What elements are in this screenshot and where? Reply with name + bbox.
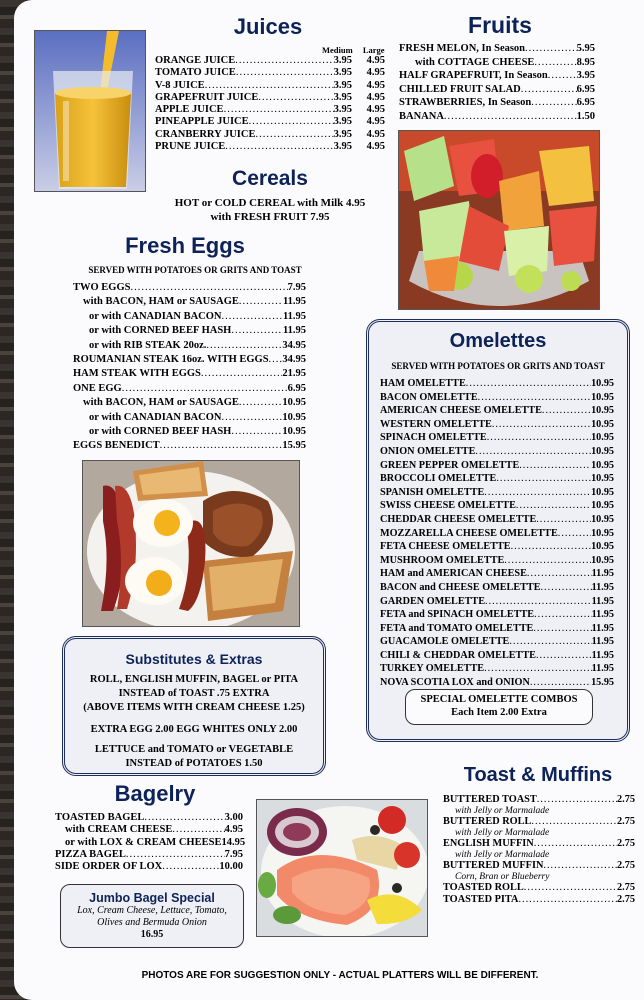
toast-item-price: 2.75 — [616, 816, 635, 827]
egg-item-price: 15.95 — [282, 440, 306, 452]
dot-leader — [533, 622, 591, 636]
dot-leader — [249, 116, 334, 128]
dot-leader — [478, 391, 591, 405]
egg-item — [73, 425, 306, 439]
dot-leader — [201, 367, 282, 381]
juice-item — [155, 129, 385, 141]
fruit-photo — [398, 130, 600, 310]
egg-item — [73, 295, 306, 309]
omelette-item-price: 10.95 — [591, 513, 614, 525]
omelette-item — [380, 567, 614, 581]
omelette-item-price: 11.95 — [591, 663, 614, 675]
omelette-item — [380, 486, 614, 500]
omelette-item-price: 10.95 — [591, 378, 614, 389]
dot-leader — [172, 824, 224, 836]
egg-item — [73, 411, 306, 425]
omelette-item — [380, 377, 614, 391]
egg-item-name: or with RIB STEAK 20oz. — [89, 339, 207, 351]
omelette-item — [380, 581, 614, 595]
dot-leader — [235, 55, 333, 67]
dot-leader — [231, 425, 282, 439]
substitutes-line-2: INSTEAD of TOAST .75 EXTRA — [118, 688, 270, 699]
omelette-item-name: NOVA SCOTIA LOX and ONION — [380, 677, 530, 689]
dot-leader — [160, 439, 283, 453]
fruit-item-name: CHILLED FRUIT SALAD — [399, 83, 521, 95]
breakfast-photo — [82, 460, 300, 627]
omelette-item — [380, 445, 614, 459]
egg-item-name: EGGS BENEDICT — [73, 440, 160, 452]
fruit-item — [399, 110, 595, 124]
omelette-item-price: 10.95 — [591, 541, 614, 553]
fruit-item — [399, 42, 595, 56]
jumbo-bagel-special-line-2: Olives and Bermuda Onion — [97, 917, 207, 928]
dot-leader — [530, 676, 591, 690]
juices-title: Juices — [233, 14, 303, 39]
juice-item-large-price: 4.95 — [366, 55, 385, 66]
egg-item-name: or with CANADIAN BACON — [89, 310, 222, 322]
dot-leader — [224, 104, 334, 116]
dot-leader — [521, 83, 577, 97]
omelettes-panel — [366, 319, 630, 742]
fruit-item — [399, 96, 595, 110]
juice-item — [155, 141, 385, 153]
omelette-item-name: CHEDDAR CHEESE OMELETTE — [380, 513, 537, 525]
toast-item — [443, 794, 635, 806]
omelette-item-name: SPINACH OMELETTE — [380, 432, 487, 444]
omelette-combos-box — [405, 689, 593, 725]
omelette-item — [380, 595, 614, 609]
omelette-item-name: BACON and CHEESE OMELETTE — [380, 581, 541, 593]
omelettes-title: Omelettes — [449, 330, 547, 352]
fruit-item-price: 3.95 — [576, 70, 595, 82]
egg-item-price: 10.95 — [282, 425, 306, 437]
omelette-item-name: MUSHROOM OMELETTE — [380, 554, 505, 566]
dot-leader — [206, 339, 282, 353]
egg-item-name: or with CANADIAN BACON — [89, 411, 222, 423]
omelette-item-price: 11.95 — [591, 595, 614, 607]
fruits-title: Fruits — [468, 12, 532, 38]
toast-item-note: with Jelly or Marmalade — [455, 850, 550, 860]
bagel-item-name: or with LOX & CREAM CHEESE — [65, 836, 222, 848]
omelette-item-name: SWISS CHEESE OMELETTE — [380, 500, 516, 512]
fruit-item — [399, 69, 595, 83]
egg-item — [73, 396, 306, 410]
juice-item-medium-price: 3.95 — [333, 141, 352, 153]
dot-leader — [542, 404, 591, 418]
dot-leader — [269, 353, 283, 367]
omelette-item-name: GREEN PEPPER OMELETTE — [380, 459, 520, 471]
fruit-item-name: BANANA — [399, 110, 444, 122]
omelette-item-name: MOZZARELLA CHEESE OMELETTE — [380, 527, 558, 539]
toast-item-name: TOASTED ROLL — [443, 882, 524, 893]
omelette-item — [380, 513, 614, 527]
juice-item-name: PRUNE JUICE — [155, 141, 226, 153]
dot-leader — [536, 649, 592, 663]
substitutes-panel — [62, 636, 326, 776]
omelette-item-name: AMERICAN CHEESE OMELETTE — [380, 405, 542, 417]
omelette-item-price: 10.95 — [591, 432, 614, 444]
toast-title: Toast & Muffins — [463, 764, 613, 786]
egg-item-price: 34.95 — [282, 353, 306, 365]
egg-item — [73, 439, 306, 453]
egg-item-price: 10.95 — [282, 397, 306, 409]
fruit-item-price: 8.95 — [576, 56, 595, 68]
toast-item — [443, 882, 635, 894]
omelette-item-price: 11.95 — [591, 622, 614, 634]
dot-leader — [541, 581, 592, 595]
juice-item — [155, 55, 385, 67]
dot-leader — [534, 608, 592, 622]
dot-leader — [543, 860, 617, 872]
juice-item-medium-price: 3.95 — [333, 67, 352, 79]
omelette-item-price: 11.95 — [591, 636, 614, 648]
fruit-item-name: HALF GRAPEFRUIT, In Season — [399, 70, 548, 82]
jumbo-bagel-special-title: Jumbo Bagel Special — [89, 891, 215, 905]
juice-item-large-price: 4.95 — [366, 116, 385, 128]
egg-item — [73, 310, 306, 324]
juice-item — [155, 67, 385, 79]
jumbo-bagel-special-line-1: Lox, Cream Cheese, Lettuce, Tomato, — [77, 905, 227, 916]
toast-item-price: 2.75 — [616, 838, 635, 849]
egg-item — [73, 367, 306, 381]
dot-leader — [496, 472, 591, 486]
egg-item-name: ROUMANIAN STEAK 16oz. WITH EGGS — [73, 353, 269, 365]
dot-leader — [205, 80, 334, 92]
egg-item-price: 11.95 — [282, 325, 306, 337]
bagel-item-name: TOASTED BAGEL — [55, 812, 145, 823]
egg-item — [73, 339, 306, 353]
egg-item-name: TWO EGGS — [73, 281, 131, 293]
dot-leader — [485, 595, 592, 609]
substitutes-line-1: ROLL, ENGLISH MUFFIN, BAGEL or PITA — [89, 674, 299, 685]
omelette-item — [380, 472, 614, 486]
substitutes-line-6: INSTEAD of POTATOES 1.50 — [125, 758, 263, 769]
dot-leader — [225, 141, 333, 153]
bagel-item-price: 10.00 — [219, 861, 243, 873]
dot-leader — [492, 418, 591, 432]
egg-item-name: with BACON, HAM or SAUSAGE — [83, 296, 239, 308]
egg-item — [73, 324, 306, 338]
dot-leader — [255, 129, 333, 141]
fruits-list — [399, 42, 595, 124]
jumbo-bagel-special-price: 16.95 — [140, 929, 164, 940]
omelette-item — [380, 608, 614, 622]
toast-item-note: with Jelly or Marmalade — [455, 806, 550, 816]
dot-leader — [531, 816, 617, 828]
dot-leader — [516, 499, 591, 513]
omelette-item — [380, 662, 614, 676]
eggs-list — [73, 281, 306, 454]
bagel-item — [55, 836, 246, 849]
toast-item-name: BUTTERED ROLL — [443, 816, 532, 827]
juices-list — [155, 55, 385, 153]
fruit-item-price: 6.95 — [576, 83, 595, 95]
egg-item — [73, 353, 306, 367]
juice-item — [155, 116, 385, 128]
omelette-item-price: 10.95 — [591, 486, 614, 498]
omelette-item-name: BACON OMELETTE — [380, 391, 478, 403]
dot-leader — [509, 635, 591, 649]
juice-item-large-price: 4.95 — [366, 141, 385, 153]
juice-item-medium-price: 3.95 — [333, 116, 352, 128]
toast-item-price: 2.75 — [616, 794, 635, 805]
juice-item-large-price: 4.95 — [366, 104, 385, 116]
photo-disclaimer: PHOTOS ARE FOR SUGGESTION ONLY - ACTUAL PLATTERS WILL BE DIFFERENT. — [141, 970, 539, 981]
toast-item-name: BUTTERED TOAST — [443, 794, 537, 805]
fruit-item-price: 1.50 — [576, 110, 595, 122]
dot-leader — [222, 310, 283, 324]
juice-item-large-price: 4.95 — [366, 67, 385, 79]
juice-item-name: CRANBERRY JUICE — [155, 128, 256, 140]
toast-item — [443, 838, 635, 850]
omelettes-list — [380, 377, 614, 690]
bagel-item-price: 3.00 — [224, 812, 243, 823]
dot-leader — [222, 411, 283, 425]
omelettes-subtitle: SERVED WITH POTATOES OR GRITS AND TOAST — [391, 361, 605, 371]
omelette-item — [380, 676, 614, 690]
dot-leader — [519, 459, 591, 473]
omelette-item — [380, 404, 614, 418]
egg-item-name: or with CORNED BEEF HASH — [89, 325, 232, 337]
fruit-item-name: with COTTAGE CHEESE — [415, 56, 535, 68]
toast-item-name: TOASTED PITA — [443, 894, 519, 905]
omelette-item-price: 11.95 — [591, 649, 614, 661]
egg-item-price: 6.95 — [287, 382, 306, 394]
bagel-item — [55, 812, 243, 824]
dot-leader — [162, 861, 219, 873]
bagel-item — [55, 824, 243, 836]
dot-leader — [511, 540, 591, 554]
dot-leader — [130, 281, 287, 295]
juice-item-large-price: 4.95 — [366, 79, 385, 91]
omelette-item — [380, 540, 614, 554]
omelette-item-name: SPANISH OMELETTE — [380, 486, 485, 498]
juice-item-medium-price: 3.95 — [333, 79, 352, 91]
omelette-item-name: HAM and AMERICAN CHEESE — [380, 568, 527, 580]
dot-leader — [487, 431, 591, 445]
dot-leader — [236, 67, 334, 79]
dot-leader — [239, 295, 283, 309]
dot-leader — [231, 324, 283, 338]
omelette-item — [380, 499, 614, 513]
dot-leader — [558, 527, 591, 541]
dot-leader — [525, 42, 577, 56]
omelette-item-name: WESTERN OMELETTE — [380, 418, 492, 430]
egg-item-price: 21.95 — [282, 368, 306, 380]
omelette-item — [380, 622, 614, 636]
cereals-line-1: HOT or COLD CEREAL with Milk 4.95 — [174, 197, 366, 209]
juice-item — [155, 80, 385, 92]
omelette-item-price: 10.95 — [591, 445, 614, 457]
bagel-item-name: SIDE ORDER OF LOX — [55, 861, 163, 873]
dot-leader — [518, 894, 617, 906]
toast-item-note: with Jelly or Marmalade — [455, 828, 550, 838]
bagel-item-name: PIZZA BAGEL — [55, 848, 126, 860]
toast-item — [443, 894, 635, 906]
fruit-item — [399, 56, 595, 70]
dot-leader — [466, 377, 591, 391]
egg-item-name: or with CORNED BEEF HASH — [89, 425, 232, 437]
bagel-item — [55, 861, 243, 873]
juice-item — [155, 92, 385, 104]
omelette-combos-title: SPECIAL OMELETTE COMBOS — [420, 694, 578, 705]
eggs-title: Fresh Eggs — [125, 233, 245, 258]
juice-item-name: APPLE JUICE — [155, 104, 224, 116]
omelette-item-price: 10.95 — [591, 391, 614, 403]
dot-leader — [534, 56, 576, 70]
omelette-item-price: 10.95 — [591, 500, 614, 512]
toast-list — [443, 794, 635, 906]
dot-leader — [444, 110, 577, 124]
omelette-item-name: ONION OMELETTE — [380, 445, 476, 457]
dot-leader — [534, 838, 617, 850]
bagel-item-price: 4.95 — [224, 824, 243, 836]
substitutes-title: Substitutes & Extras — [125, 651, 263, 667]
omelette-item-price: 11.95 — [591, 581, 614, 593]
omelette-item — [380, 527, 614, 541]
bagel-item-price: 7.95 — [224, 848, 243, 860]
omelette-item-name: TURKEY OMELETTE — [380, 663, 485, 675]
juices-col-medium: Medium — [322, 45, 353, 55]
dot-leader — [144, 812, 224, 824]
toast-item-price: 2.75 — [616, 860, 635, 871]
juice-item-name: TOMATO JUICE — [155, 67, 236, 79]
juice-item-name: V-8 JUICE — [155, 79, 205, 91]
fruit-item-name: STRAWBERRIES, In Season — [399, 97, 532, 109]
juice-item-name: ORANGE JUICE — [155, 55, 236, 66]
cereals-line-2: with FRESH FRUIT 7.95 — [210, 211, 330, 223]
egg-item — [73, 281, 306, 295]
omelette-item — [380, 635, 614, 649]
omelette-item-price: 10.95 — [591, 418, 614, 430]
bagelry-title: Bagelry — [114, 781, 196, 806]
bagel-lox-photo — [256, 799, 428, 937]
toast-item-name: BUTTERED MUFFIN — [443, 860, 544, 871]
egg-item-price: 7.95 — [287, 281, 306, 293]
juice-item-medium-price: 3.95 — [333, 55, 352, 66]
omelette-item-name: FETA and SPINACH OMELETTE — [380, 609, 535, 621]
egg-item-name: HAM STEAK WITH EGGS — [73, 368, 201, 380]
substitutes-line-3: (ABOVE ITEMS WITH CREAM CHEESE 1.25) — [83, 702, 305, 713]
bagelry-list — [55, 812, 246, 873]
cereals-title: Cereals — [232, 167, 308, 190]
omelette-item — [380, 649, 614, 663]
juice-item-medium-price: 3.95 — [333, 91, 352, 103]
dot-leader — [239, 396, 283, 410]
dot-leader — [531, 96, 576, 110]
juices-col-headers — [322, 45, 385, 55]
omelette-item-price: 10.95 — [591, 554, 614, 566]
dot-leader — [475, 445, 591, 459]
omelette-item-name: FETA and TOMATO OMELETTE — [380, 622, 534, 634]
dot-leader — [484, 662, 592, 676]
egg-item-name: ONE EGG — [73, 382, 122, 394]
juice-item-large-price: 4.95 — [366, 91, 385, 103]
bagel-item — [55, 849, 243, 861]
omelette-item — [380, 554, 614, 568]
bagel-item-price: 14.95 — [221, 836, 246, 848]
omelette-combos-text: Each Item 2.00 Extra — [451, 707, 547, 718]
omelette-item-name: HAM OMELETTE — [380, 378, 466, 389]
toast-item-note: Corn, Bran or Blueberry — [455, 872, 550, 882]
toast-item — [443, 816, 635, 828]
omelette-item-price: 10.95 — [591, 527, 614, 539]
omelette-item-name: CHILI & CHEDDAR OMELETTE — [380, 649, 536, 661]
dot-leader — [126, 849, 225, 861]
egg-item — [73, 382, 306, 396]
egg-item-price: 11.95 — [282, 296, 306, 308]
toast-item-price: 2.75 — [616, 882, 635, 893]
substitutes-line-5: LETTUCE and TOMATO or VEGETABLE — [94, 744, 294, 755]
omelette-item-price: 10.95 — [591, 459, 614, 471]
dot-leader — [536, 513, 591, 527]
omelette-item-price: 11.95 — [591, 609, 614, 621]
toast-item — [443, 860, 635, 872]
substitutes-line-4: EXTRA EGG 2.00 EGG WHITES ONLY 2.00 — [90, 724, 298, 735]
dot-leader — [537, 794, 617, 806]
dot-leader — [524, 882, 617, 894]
egg-item-price: 34.95 — [282, 339, 306, 351]
fruit-item-name: FRESH MELON, In Season — [399, 43, 526, 54]
toast-item-name: ENGLISH MUFFIN — [443, 838, 534, 849]
omelette-item-price: 10.95 — [591, 405, 614, 417]
dot-leader — [504, 554, 591, 568]
juice-photo — [34, 30, 146, 192]
juice-item-name: PINEAPPLE JUICE — [155, 116, 249, 128]
fruit-item-price: 6.95 — [576, 97, 595, 109]
omelette-item-name: BROCCOLI OMELETTE — [380, 473, 497, 485]
bagel-item-name: with CREAM CHEESE — [65, 824, 173, 836]
egg-item-price: 10.95 — [282, 411, 306, 423]
omelette-item-name: GARDEN OMELETTE — [380, 595, 486, 607]
juice-item — [155, 104, 385, 116]
egg-item-name: with BACON, HAM or SAUSAGE — [83, 397, 239, 409]
dot-leader — [122, 382, 288, 396]
omelette-item-price: 10.95 — [591, 473, 614, 485]
fruit-item-price: 5.95 — [576, 43, 595, 54]
juices-col-large: Large — [362, 45, 385, 55]
juice-item-large-price: 4.95 — [366, 128, 385, 140]
eggs-subtitle: SERVED WITH POTATOES OR GRITS AND TOAST — [88, 265, 302, 275]
dot-leader — [548, 69, 577, 83]
juice-item-name: GRAPEFRUIT JUICE — [155, 91, 259, 103]
egg-item-price: 11.95 — [282, 310, 306, 322]
dot-leader — [258, 92, 333, 104]
omelette-item — [380, 459, 614, 473]
omelette-item-price: 11.95 — [591, 568, 614, 580]
omelette-item-name: FETA CHEESE OMELETTE — [380, 541, 511, 553]
omelette-item — [380, 418, 614, 432]
toast-item-price: 2.75 — [616, 894, 635, 905]
dot-leader — [484, 486, 591, 500]
omelette-item-name: GUACAMOLE OMELETTE — [380, 636, 510, 648]
dot-leader — [527, 567, 592, 581]
jumbo-bagel-special-box — [60, 884, 244, 948]
fruit-item — [399, 83, 595, 97]
omelette-item — [380, 431, 614, 445]
juice-item-medium-price: 3.95 — [333, 128, 352, 140]
omelette-item-price: 15.95 — [591, 677, 614, 689]
omelette-item — [380, 391, 614, 405]
juice-item-medium-price: 3.95 — [333, 104, 352, 116]
